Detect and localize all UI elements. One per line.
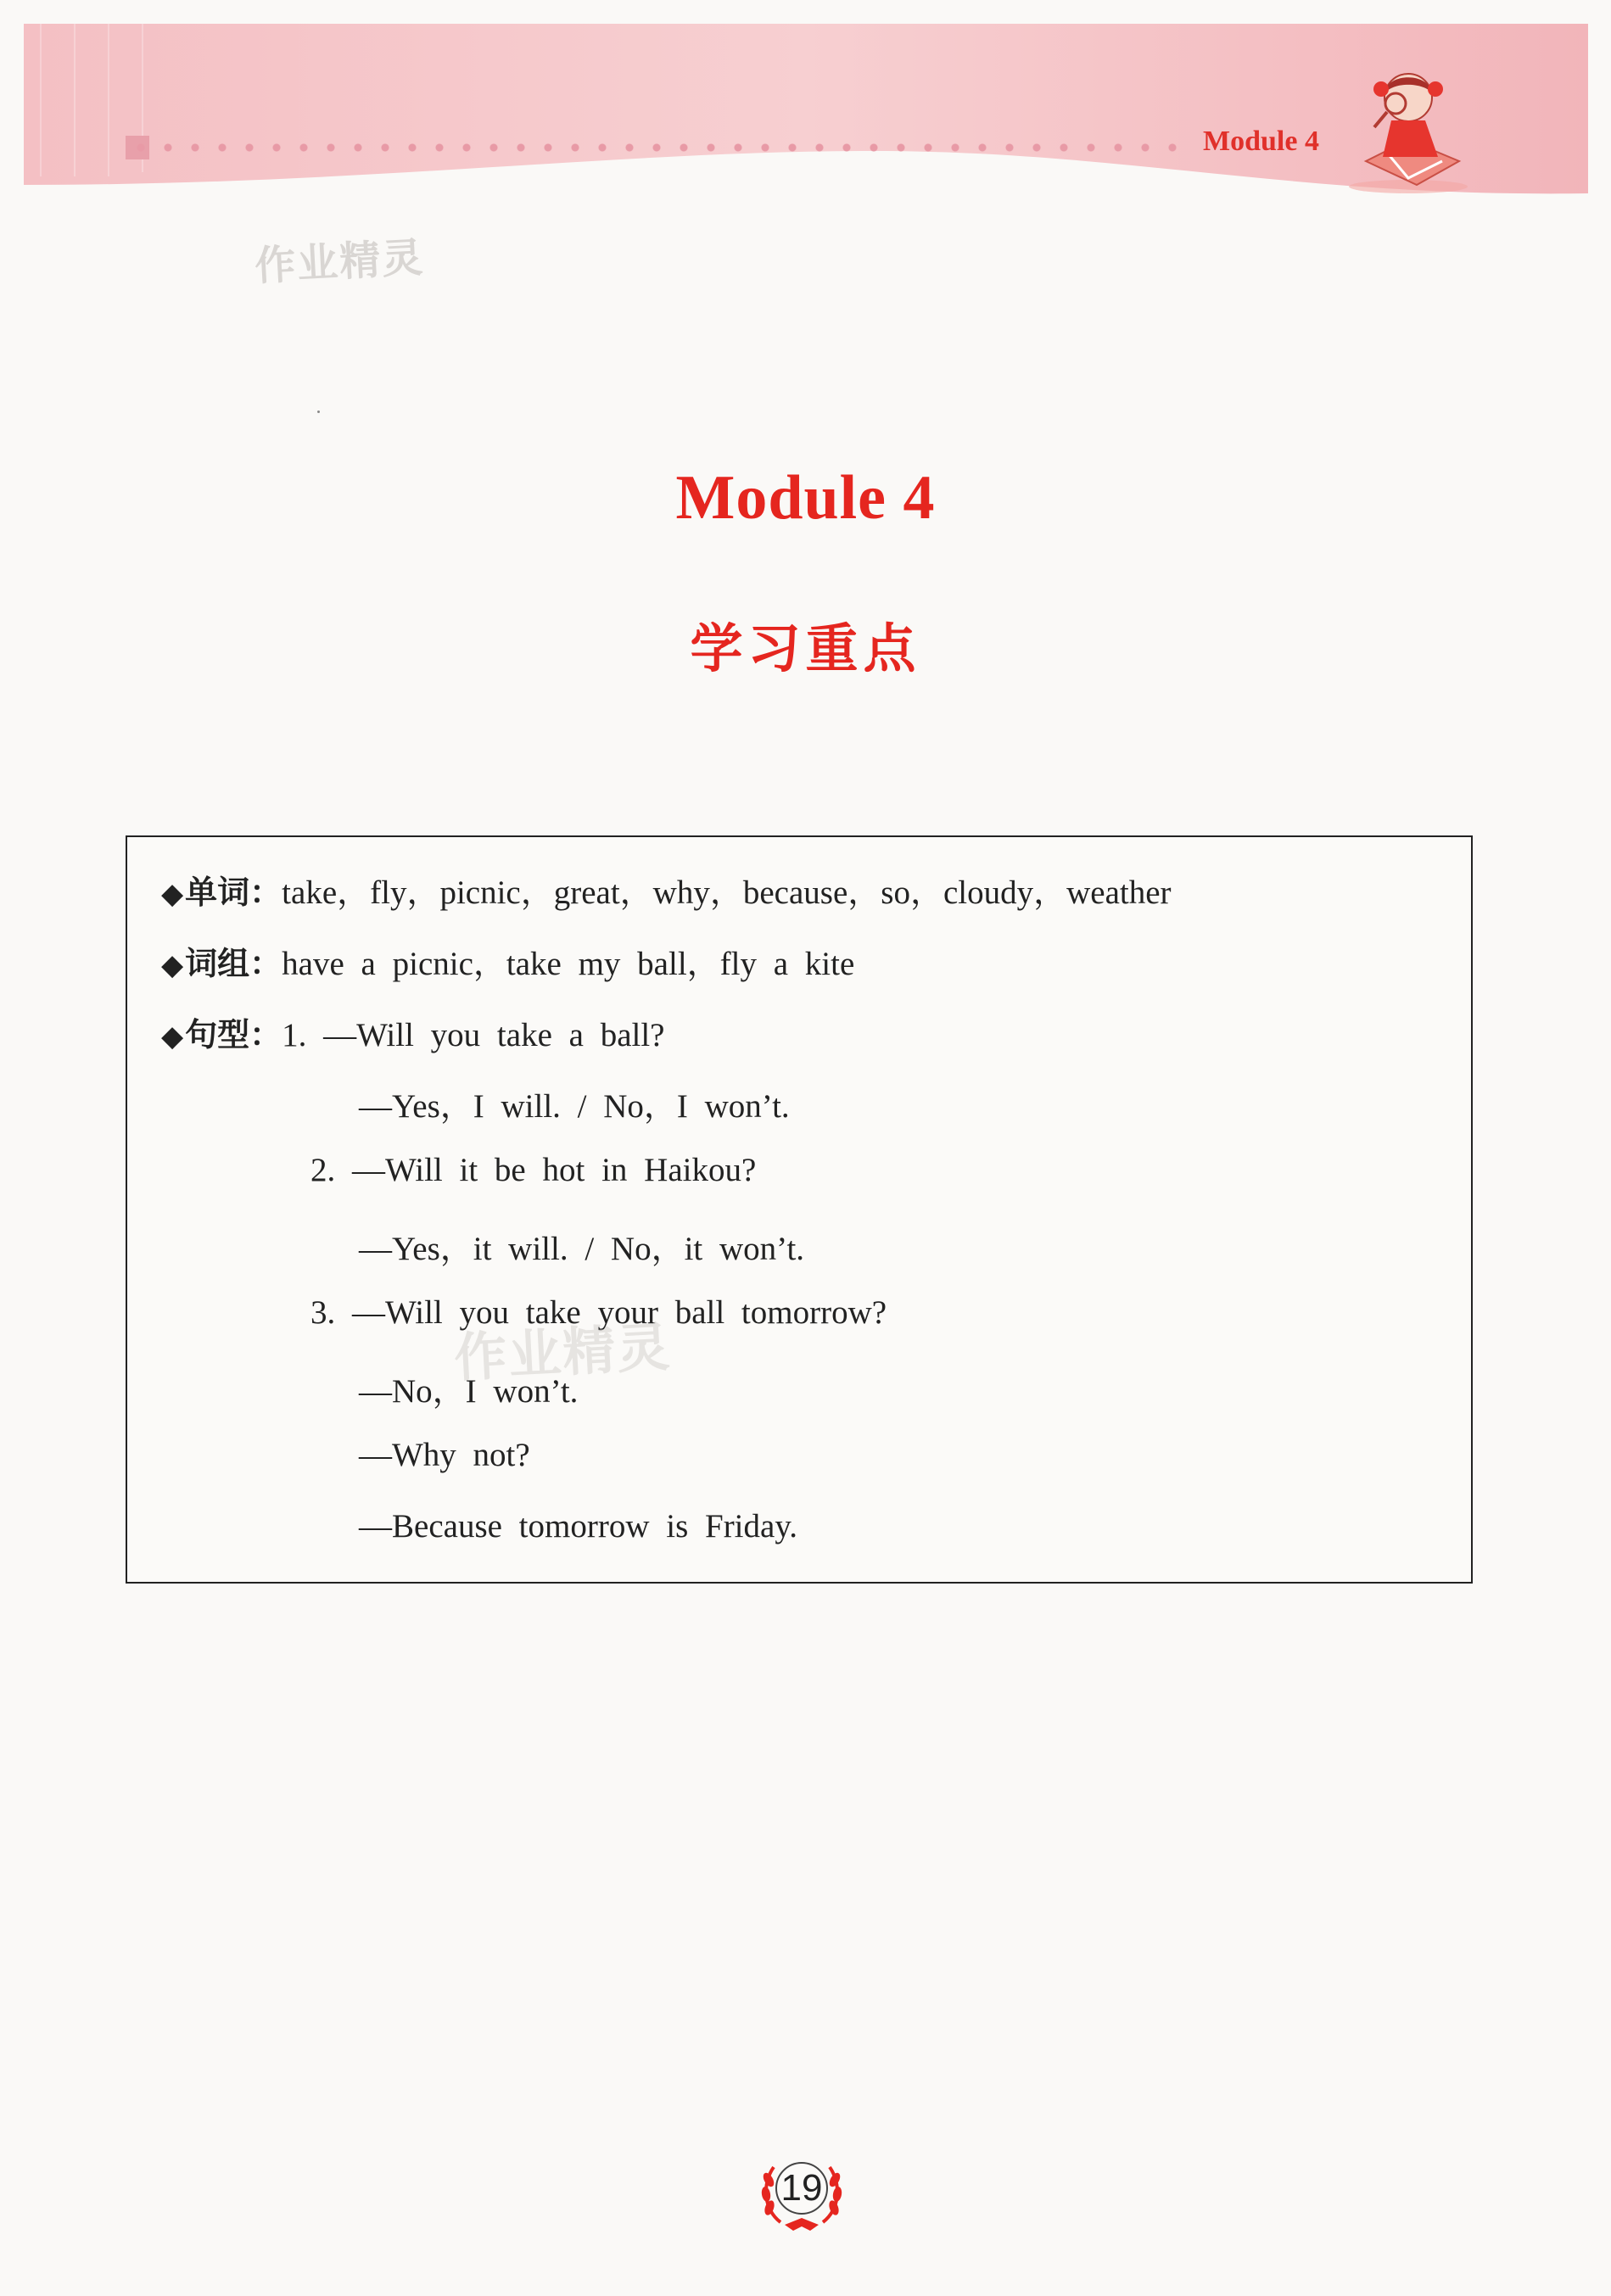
phrases-label: 词组： — [185, 945, 282, 982]
sentence-line: —Why not? — [359, 1437, 530, 1473]
section-subtitle: 学习重点 — [690, 617, 921, 679]
sentences-label: 句型： — [185, 1016, 282, 1053]
sentence-number: 1. — [282, 1017, 307, 1053]
sentence-line: —Will it be hot in Haikou? — [352, 1152, 757, 1188]
sentence-number: 3. — [310, 1294, 336, 1331]
watermark-top: 作业精灵 — [253, 233, 426, 291]
header-dotted-line — [127, 140, 1179, 155]
sentence-line: —Will you take a ball? — [323, 1017, 665, 1053]
words-row — [161, 866, 1172, 913]
page-title: Module 4 — [675, 463, 936, 533]
header-module-label: Module 4 — [1203, 126, 1319, 157]
diamond-bullet-icon: ◆ — [161, 1020, 184, 1053]
key-points-box — [126, 835, 1473, 1584]
sentence-line: —Yes，it will. / No，it won’t. — [359, 1231, 805, 1267]
sentence-number: 2. — [310, 1152, 336, 1188]
diamond-bullet-icon: ◆ — [161, 948, 184, 982]
girl-reading-icon — [1349, 59, 1476, 195]
phrases-text: have a picnic，take my ball，fly a kite — [282, 946, 855, 982]
words-label: 单词： — [185, 874, 282, 911]
stray-dot — [317, 411, 320, 413]
sentence-line: —No，I won’t. — [359, 1373, 579, 1410]
sentences-row — [161, 1008, 664, 1055]
phrases-row — [161, 937, 854, 985]
watermark-middle: 作业精灵 — [452, 1316, 674, 1389]
sentence-line: —Yes，I will. / No，I won’t. — [359, 1088, 790, 1125]
sentence-line: —Will you take your ball tomorrow? — [352, 1294, 887, 1331]
page-number-badge — [755, 2150, 848, 2235]
page-number: 19 — [780, 2167, 823, 2209]
words-text: take，fly，picnic，great，why，because，so，cloudy，weather — [282, 874, 1172, 911]
sentence-line: —Because tomorrow is Friday. — [359, 1508, 798, 1545]
sentence-2-row — [310, 1151, 756, 1189]
diamond-bullet-icon: ◆ — [161, 877, 184, 911]
